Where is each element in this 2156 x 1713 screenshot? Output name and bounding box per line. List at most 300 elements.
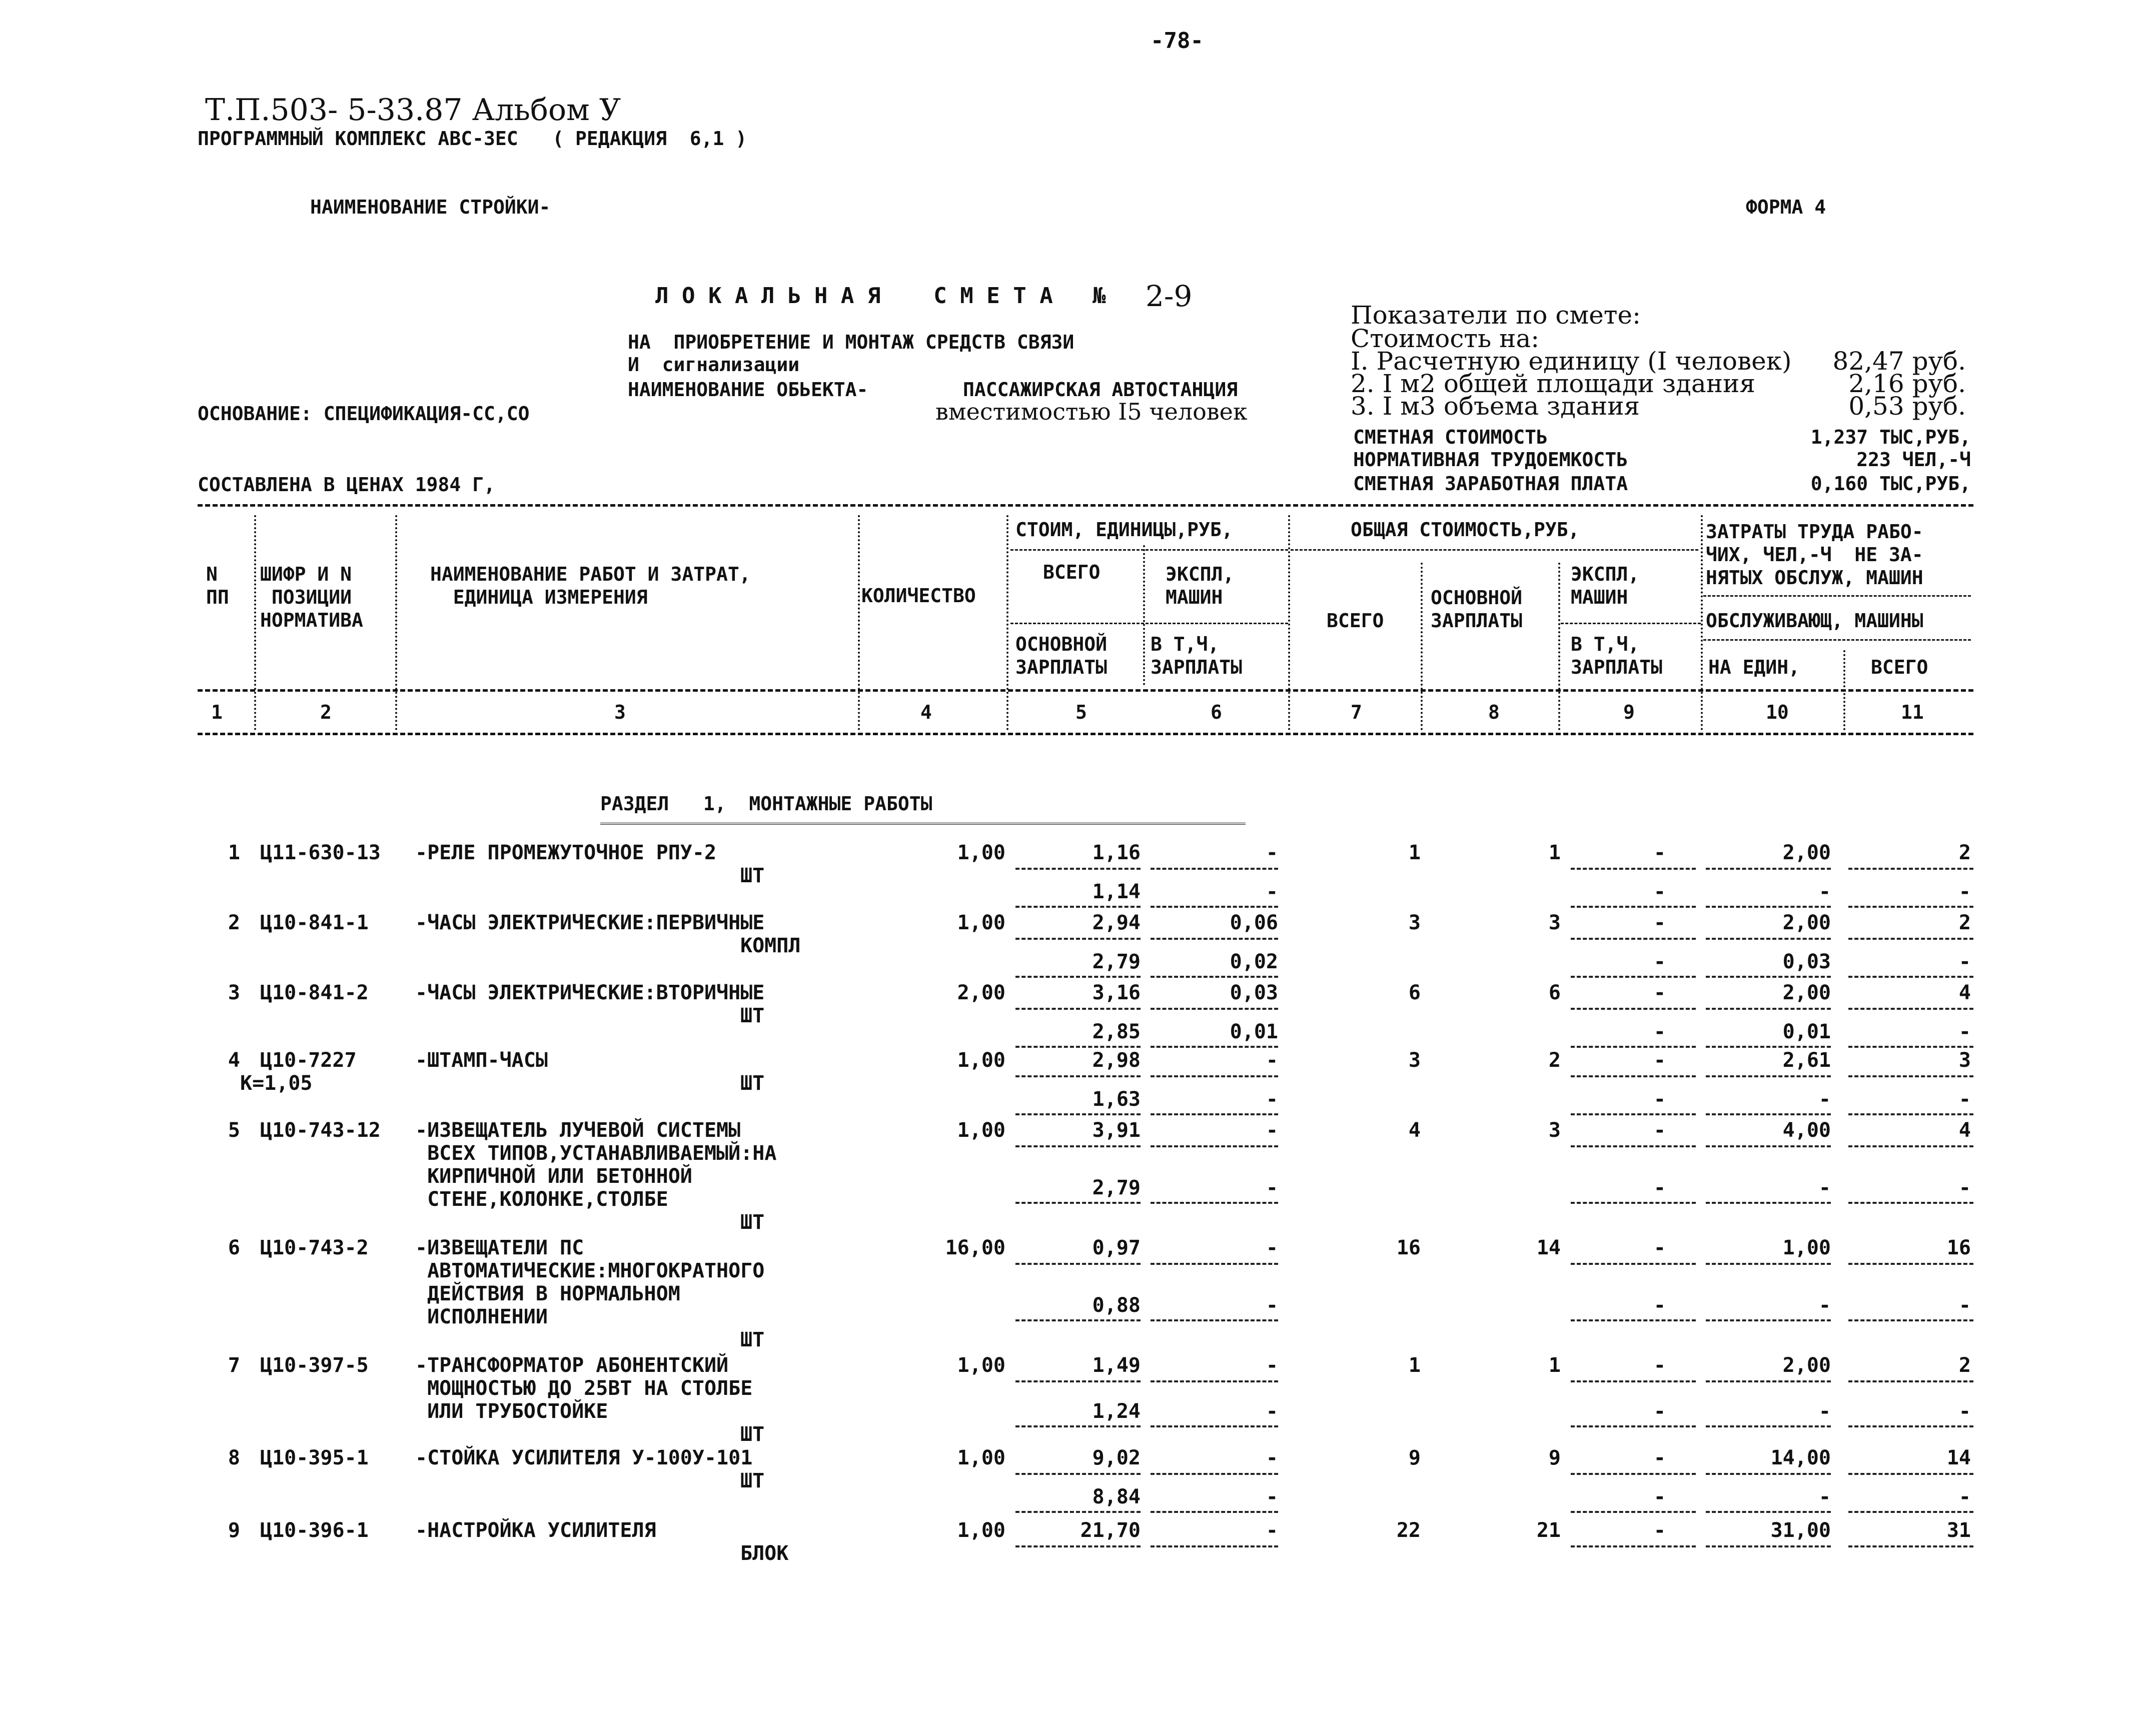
column-separator [1006,515,1008,730]
row-number: 7 [228,1354,240,1377]
subtotal-rule [1706,1113,1831,1115]
subtotal-rule [1015,868,1141,870]
column-separator [1558,563,1560,730]
row-labor-total: 2 [1958,1354,1971,1377]
row-name: -ТРАНСФОРМАТОР АБОНЕНТСКИЙ [415,1354,729,1377]
subtotal-rule [1151,938,1278,940]
row-labor-machines-unit: - [1818,880,1831,903]
col-number: 3 [614,701,626,723]
subtotal-rule [1151,1145,1278,1147]
subtotal-rule [1706,1473,1831,1475]
row-code: Ц10-396-1 [260,1519,369,1542]
row-unit-machine-salary: - [1266,1294,1278,1317]
row-name: -РЕЛЕ ПРОМЕЖУТОЧНОЕ РПУ-2 [415,841,717,864]
subtotal-rule [1151,1511,1278,1513]
subtotal-rule [1571,906,1696,908]
row-unit-machine-salary: 0,01 [1230,1020,1278,1043]
indicator-value: 0,53 руб. [1848,392,1966,421]
row-unit-cost-total: 2,94 [1092,911,1141,934]
subtotal-rule [1015,1319,1141,1321]
row-labor-total: 16 [1946,1236,1971,1259]
row-labor-machines-total: - [1958,880,1971,903]
column-separator [858,515,860,730]
basis-line: ОСНОВАНИЕ: СПЕЦИФИКАЦИЯ-СС,СО [198,403,530,425]
indicator-label: 3. I м3 объема здания [1351,392,1640,421]
header-col-9-top: ЭКСПЛ, МАШИН [1571,563,1640,608]
row-unit-cost-machines: - [1266,1119,1278,1142]
row-labor-total: 2 [1958,841,1971,864]
column-separator [1288,515,1290,730]
row-number: 2 [228,911,240,934]
row-unit: ШТ [740,1423,765,1446]
row-labor-unit: 4,00 [1782,1119,1831,1142]
row-name: ВСЕХ ТИПОВ,УСТАНАВЛИВАЕМЫЙ:НА [415,1142,777,1165]
row-quantity: 1,00 [957,1354,1005,1377]
row-total-machine-salary: - [1653,1294,1666,1317]
subtotal-rule [1848,976,1973,978]
row-name: -НАСТРОЙКА УСИЛИТЕЛЯ [415,1519,656,1542]
row-labor-unit: 31,00 [1770,1519,1831,1542]
subtotal-rule [1571,1046,1696,1048]
subtotal-rule [1571,1075,1696,1077]
subtotal-rule [1848,906,1973,908]
header-col-2: ШИФР И N ПОЗИЦИИ НОРМАТИВА [260,563,363,631]
col-number: 8 [1488,701,1500,723]
row-unit-cost-machines: - [1266,1519,1278,1542]
row-unit-cost-total: 1,49 [1092,1354,1141,1377]
row-unit-cost-total: 1,16 [1092,841,1141,864]
subtotal-rule [1706,906,1831,908]
subtotal-rule [1706,1319,1831,1321]
row-total-cost: 4 [1408,1119,1421,1142]
row-name: -ШТАМП-ЧАСЫ [415,1049,548,1072]
row-code: Ц10-743-2 [260,1236,369,1259]
row-total-machine-salary: - [1653,1176,1666,1199]
subtotal-rule [1151,868,1278,870]
indicators-cost-on: Стоимость на: [1351,324,1540,353]
row-labor-machines-unit: - [1818,1176,1831,1199]
row-labor-machines-unit: 0,03 [1782,950,1831,973]
header-unit-cost: СТОИМ, ЕДИНИЦЫ,РУБ, [1015,519,1233,541]
row-name: -ИЗВЕЩАТЕЛЬ ЛУЧЕВОЙ СИСТЕМЫ [415,1119,741,1142]
subtotal-rule [1015,1046,1141,1048]
row-total-machines: - [1653,1049,1666,1072]
column-separator [395,515,397,730]
subtotal-rule [1706,1511,1831,1513]
row-name: -СТОЙКА УСИЛИТЕЛЯ У-100У-101 [415,1446,753,1469]
row-labor-machines-unit: - [1818,1400,1831,1423]
row-number: 5 [228,1119,240,1142]
row-labor-machines-total: - [1958,1176,1971,1199]
row-unit: ШТ [740,1211,765,1234]
row-name: ИСПОЛНЕНИИ [415,1305,548,1328]
row-quantity: 16,00 [945,1236,1005,1259]
row-quantity: 1,00 [957,841,1005,864]
subtotal-rule [1571,938,1696,940]
header-col-5-top: ВСЕГО [1043,561,1101,583]
header-col-5-bot: ОСНОВНОЙ ЗАРПЛАТЫ [1015,633,1108,678]
row-labor-machines-total: - [1958,950,1971,973]
row-code: Ц10-841-1 [260,911,369,934]
subtotal-rule [1151,1113,1278,1115]
row-unit: ШТ [740,1004,765,1027]
row-labor-machines-unit: - [1818,1087,1831,1111]
subtotal-rule [1015,1113,1141,1115]
header-subrule [1561,623,1701,624]
column-separator [254,515,256,730]
indicator-label: 2. I м2 общей площади здания [1351,369,1755,398]
row-unit-machine-salary: - [1266,880,1278,903]
row-total-machines: - [1653,1446,1666,1469]
row-unit-salary: 1,24 [1092,1400,1141,1423]
row-unit-cost-total: 3,91 [1092,1119,1141,1142]
row-total-machines: - [1653,981,1666,1004]
row-total-machine-salary: - [1653,1485,1666,1508]
col-number: 7 [1351,701,1362,723]
column-separator [1143,545,1145,685]
subtotal-rule [1848,1511,1973,1513]
row-unit-salary: 2,85 [1092,1020,1141,1043]
row-total-cost: 16 [1396,1236,1421,1259]
row-total-cost: 1 [1408,1354,1421,1377]
subtotal-rule [1151,1046,1278,1048]
row-unit: ШТ [740,1328,765,1351]
header-subrule [1703,639,1971,641]
row-labor-machines-unit: - [1818,1485,1831,1508]
row-unit-machine-salary: 0,02 [1230,950,1278,973]
subtotal-rule [1571,1263,1696,1265]
subtotal-rule [1706,1545,1831,1547]
subtotal-rule [1015,1380,1141,1382]
row-labor-machines-total: - [1958,1485,1971,1508]
row-unit: ШТ [740,1469,765,1492]
page-number: -78- [1151,28,1204,54]
row-unit-cost-total: 2,98 [1092,1049,1141,1072]
row-unit: ШТ [740,864,765,887]
row-total-cost: 22 [1396,1519,1421,1542]
subtotal-rule [1706,1263,1831,1265]
row-quantity: 1,00 [957,1446,1005,1469]
column-separator [1843,650,1845,730]
subtotal-rule [1848,1008,1973,1010]
object-value: ПАССАЖИРСКАЯ АВТОСТАНЦИЯ [963,379,1238,401]
row-labor-total: 3 [1958,1049,1971,1072]
subtotal-rule [1848,1263,1973,1265]
row-code-coef: К=1,05 [240,1072,313,1095]
subtotal-rule [1015,1263,1141,1265]
construction-label: НАИМЕНОВАНИЕ СТРОЙКИ- [310,196,551,218]
subtotal-rule [1706,1075,1831,1077]
row-labor-unit: 2,00 [1782,1354,1831,1377]
row-number: 4 [228,1049,240,1072]
subtotal-rule [1015,906,1141,908]
subtotal-rule [1706,1145,1831,1147]
subtotal-rule [1151,1075,1278,1077]
subtotal-rule [1151,1319,1278,1321]
row-name: -ЧАСЫ ЭЛЕКТРИЧЕСКИЕ:ПЕРВИЧНЫЕ [415,911,765,934]
row-unit-machine-salary: - [1266,1485,1278,1508]
row-unit-cost-machines: - [1266,1049,1278,1072]
subtotal-rule [1151,906,1278,908]
row-total-salary: 3 [1548,1119,1561,1142]
row-labor-machines-total: - [1958,1294,1971,1317]
header-subrule [1291,549,1698,551]
row-number: 1 [228,841,240,864]
row-labor-unit: 2,61 [1782,1049,1831,1072]
row-unit-cost-machines: 0,03 [1230,981,1278,1004]
table-top-rule [198,504,1973,507]
header-col-7: ВСЕГО [1327,610,1384,632]
subtotal-rule [1848,1425,1973,1427]
indicator-value: 82,47 руб. [1832,347,1966,376]
row-total-cost: 9 [1408,1446,1421,1469]
row-total-salary: 6 [1548,981,1561,1004]
col-number: 4 [920,701,932,723]
row-labor-machines-total: - [1958,1020,1971,1043]
header-col-11: ВСЕГО [1871,656,1928,678]
row-name: -ИЗВЕЩАТЕЛИ ПС [415,1236,584,1259]
col-number: 10 [1766,701,1789,723]
row-unit-salary: 8,84 [1092,1485,1141,1508]
subtotal-rule [1151,1545,1278,1547]
subtotal-rule [1848,1202,1973,1204]
subtotal-rule [1571,1545,1696,1547]
row-quantity: 1,00 [957,911,1005,934]
total-value: 0,160 ТЫС,РУБ, [1810,473,1971,495]
total-label: СМЕТНАЯ ЗАРАБОТНАЯ ПЛАТА [1353,473,1628,495]
col-number: 9 [1623,701,1635,723]
album-title: Т.П.503- 5-33.87 Альбом У [205,93,621,128]
row-code: Ц10-395-1 [260,1446,369,1469]
header-subrule [1010,549,1288,551]
subtotal-rule [1151,1380,1278,1382]
row-labor-total: 31 [1946,1519,1971,1542]
row-unit-salary: 0,88 [1092,1294,1141,1317]
row-unit-cost-total: 0,97 [1092,1236,1141,1259]
header-labor: ЗАТРАТЫ ТРУДА РАБО- ЧИХ, ЧЕЛ,-Ч НЕ ЗА- НЯТЫХ ОБСЛУЖ, МАШИН [1706,521,1923,589]
row-unit-cost-machines: - [1266,1446,1278,1469]
row-total-machine-salary: - [1653,880,1666,903]
row-total-salary: 2 [1548,1049,1561,1072]
row-labor-machines-unit: 0,01 [1782,1020,1831,1043]
indicator-value: 2,16 руб. [1848,369,1966,398]
subtotal-rule [1848,1545,1973,1547]
subtotal-rule [1848,938,1973,940]
row-number: 8 [228,1446,240,1469]
row-total-machines: - [1653,911,1666,934]
subtotal-rule [1571,1380,1696,1382]
row-total-salary: 3 [1548,911,1561,934]
subtotal-rule [1151,1008,1278,1010]
row-name: КИРПИЧНОЙ ИЛИ БЕТОННОЙ [415,1165,692,1188]
subtotal-rule [1848,868,1973,870]
subtotal-rule [1015,938,1141,940]
row-unit: БЛОК [740,1542,789,1565]
row-quantity: 1,00 [957,1519,1005,1542]
form-label: ФОРМА 4 [1746,196,1826,218]
subtotal-rule [1571,1113,1696,1115]
header-col-6-bot: В Т,Ч, ЗАРПЛАТЫ [1151,633,1243,678]
row-name: АВТОМАТИЧЕСКИЕ:МНОГОКРАТНОГО [415,1259,765,1282]
row-number: 9 [228,1519,240,1542]
subtotal-rule [1706,868,1831,870]
row-quantity: 1,00 [957,1049,1005,1072]
header-col-1: N ПП [206,563,229,608]
row-labor-unit: 14,00 [1770,1446,1831,1469]
row-total-salary: 1 [1548,841,1561,864]
subtotal-rule [1848,1145,1973,1147]
indicator-label: I. Расчетную единицу (I человек) [1351,347,1792,376]
subtotal-rule [1015,1075,1141,1077]
row-labor-unit: 2,00 [1782,911,1831,934]
row-unit-salary: 2,79 [1092,950,1141,973]
subtotal-rule [1015,1511,1141,1513]
program-line: ПРОГРАММНЫЙ КОМПЛЕКС АВС-3ЕС ( РЕДАКЦИЯ 6,1 ) [198,128,747,150]
header-labor-2: ОБСЛУЖИВАЮЩ, МАШИНЫ [1706,610,1923,632]
row-unit-salary: 1,14 [1092,880,1141,903]
row-quantity: 1,00 [957,1119,1005,1142]
row-unit-cost-machines: - [1266,1236,1278,1259]
row-total-cost: 1 [1408,841,1421,864]
subtotal-rule [1571,868,1696,870]
row-unit-cost-total: 9,02 [1092,1446,1141,1469]
row-name: ДЕЙСТВИЯ В НОРМАЛЬНОМ [415,1282,680,1305]
row-total-machine-salary: - [1653,950,1666,973]
row-total-salary: 14 [1536,1236,1561,1259]
column-separator [1701,515,1703,730]
header-col-10: НА ЕДИН, [1708,656,1800,678]
subtotal-rule [1015,1425,1141,1427]
row-unit: ШТ [740,1072,765,1095]
row-code: Ц10-743-12 [260,1119,381,1142]
subtotal-rule [1571,1473,1696,1475]
row-labor-machines-total: - [1958,1087,1971,1111]
title-line-2: И сигнализации [628,354,800,376]
subtotal-rule [1151,1202,1278,1204]
col-number: 2 [320,701,332,723]
row-labor-total: 14 [1946,1446,1971,1469]
row-unit-machine-salary: - [1266,1400,1278,1423]
subtotal-rule [1015,976,1141,978]
subtotal-rule [1706,1380,1831,1382]
subtotal-rule [1706,938,1831,940]
subtotal-rule [1015,1202,1141,1204]
subtotal-rule [1571,1511,1696,1513]
row-total-cost: 3 [1408,1049,1421,1072]
row-number: 3 [228,981,240,1004]
row-labor-unit: 1,00 [1782,1236,1831,1259]
row-total-salary: 21 [1536,1519,1561,1542]
subtotal-rule [1015,1473,1141,1475]
column-separator [1421,563,1423,730]
subtotal-rule [1571,976,1696,978]
section-title: РАЗДЕЛ 1, МОНТАЖНЫЕ РАБОТЫ [600,793,932,815]
row-total-machines: - [1653,841,1666,864]
header-col-9-bot: В Т,Ч, ЗАРПЛАТЫ [1571,633,1663,678]
row-unit-cost-total: 3,16 [1092,981,1141,1004]
subtotal-rule [1848,1473,1973,1475]
header-col-6-top: ЭКСПЛ, МАШИН [1166,563,1235,608]
subtotal-rule [1571,1319,1696,1321]
row-total-machines: - [1653,1519,1666,1542]
row-labor-unit: 2,00 [1782,841,1831,864]
subtotal-rule [1848,1113,1973,1115]
subtotal-rule [1015,1145,1141,1147]
total-value: 223 ЧЕЛ,-Ч [1856,449,1971,471]
total-label: НОРМАТИВНАЯ ТРУДОЕМКОСТЬ [1353,449,1628,471]
subtotal-rule [1151,1473,1278,1475]
row-unit-cost-machines: - [1266,1354,1278,1377]
subtotal-rule [1706,1008,1831,1010]
row-name: МОЩНОСТЬЮ ДО 25ВТ НА СТОЛБЕ [415,1377,753,1400]
object-value-2: вместимостью I5 человек [935,398,1248,425]
section-underline [600,823,1246,825]
subtotal-rule [1848,1380,1973,1382]
row-total-machines: - [1653,1236,1666,1259]
row-total-machine-salary: - [1653,1087,1666,1111]
row-total-machine-salary: - [1653,1020,1666,1043]
subtotal-rule [1571,1202,1696,1204]
total-value: 1,237 ТЫС,РУБ, [1810,426,1971,448]
row-name: СТЕНЕ,КОЛОНКЕ,СТОЛБЕ [415,1188,668,1211]
row-code: Ц11-630-13 [260,841,381,864]
row-total-machines: - [1653,1119,1666,1142]
row-total-machines: - [1653,1354,1666,1377]
col-number: 5 [1075,701,1087,723]
row-labor-unit: 2,00 [1782,981,1831,1004]
subtotal-rule [1571,1145,1696,1147]
subtotal-rule [1571,1425,1696,1427]
object-label: НАИМЕНОВАНИЕ ОБЬЕКТА- [628,379,868,401]
row-unit: КОМПЛ [740,934,801,957]
row-unit-cost-total: 21,70 [1080,1519,1141,1542]
subtotal-rule [1848,1075,1973,1077]
header-col-8: ОСНОВНОЙ ЗАРПЛАТЫ [1431,587,1523,632]
row-unit-salary: 1,63 [1092,1087,1141,1111]
subtotal-rule [1015,1008,1141,1010]
header-total-cost: ОБЩАЯ СТОИМОСТЬ,РУБ, [1351,519,1580,541]
subtotal-rule [1706,976,1831,978]
row-labor-machines-total: - [1958,1400,1971,1423]
row-total-salary: 1 [1548,1354,1561,1377]
header-rule [198,689,1973,692]
header-col-3: НАИМЕНОВАНИЕ РАБОТ И ЗАТРАТ, ЕДИНИЦА ИЗМЕРЕНИЯ [430,563,751,608]
row-unit-salary: 2,79 [1092,1176,1141,1199]
indicators-heading: Показатели по смете: [1351,301,1641,330]
estimate-number: 2-9 [1146,279,1193,313]
row-labor-total: 4 [1958,981,1971,1004]
row-code: Ц10-397-5 [260,1354,369,1377]
header-subrule [1010,623,1288,624]
row-name: ИЛИ ТРУБОСТОЙКЕ [415,1400,608,1423]
row-unit-cost-machines: - [1266,841,1278,864]
col-number: 6 [1211,701,1222,723]
row-labor-machines-unit: - [1818,1294,1831,1317]
subtotal-rule [1848,1319,1973,1321]
row-code: Ц10-841-2 [260,981,369,1004]
estimate-title: Л О К А Л Ь Н А Я С М Е Т А № [655,283,1106,309]
header-subrule [1703,595,1971,597]
row-name: -ЧАСЫ ЭЛЕКТРИЧЕСКИЕ:ВТОРИЧНЫЕ [415,981,765,1004]
header-col-4: КОЛИЧЕСТВО [861,585,976,607]
subtotal-rule [1848,1046,1973,1048]
row-unit-cost-machines: 0,06 [1230,911,1278,934]
subtotal-rule [1571,1008,1696,1010]
row-code: Ц10-7227 [260,1049,357,1072]
row-number: 6 [228,1236,240,1259]
row-labor-total: 2 [1958,911,1971,934]
prices-line: СОСТАВЛЕНА В ЦЕНАХ 1984 Г, [198,474,495,496]
